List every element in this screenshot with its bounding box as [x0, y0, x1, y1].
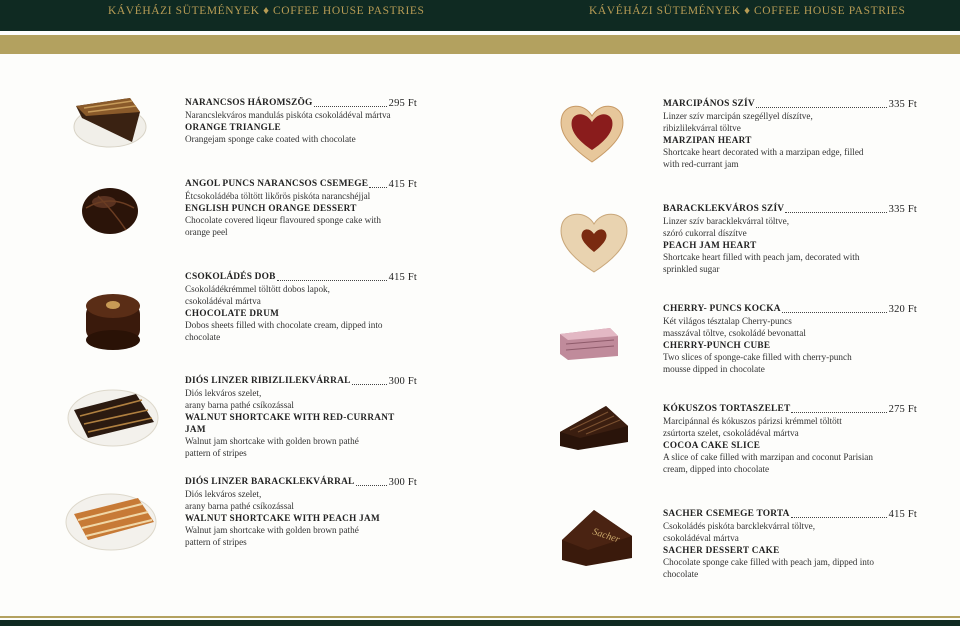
item-desc-hu: Diós lekváros szelet,: [185, 388, 262, 398]
item-name-en: ORANGE TRIANGLE: [185, 122, 281, 132]
item-price: 415 Ft: [388, 272, 417, 283]
item-desc-hu: zsúrtorta szelet, csokoládéval mártva: [663, 428, 799, 438]
item-desc-hu: arany barna pathé csíkozással: [185, 501, 294, 511]
menu-item: [663, 509, 917, 580]
english-punch-image: [78, 184, 142, 236]
item-desc-en: Walnut jam shortcake with golden brown pathé: [185, 436, 359, 446]
item-desc-en: sprinkled sugar: [663, 264, 720, 274]
item-desc-en: cream, dipped into chocolate: [663, 464, 770, 474]
item-desc-hu: csokoládéval mártva: [663, 533, 739, 543]
item-name: BARACKLEKVÁROS SZÍV: [663, 204, 785, 214]
peach-jam-heart-image: [556, 208, 632, 276]
item-desc-en: Chocolate sponge cake filled with peach jam, dipped into: [663, 557, 874, 567]
item-name: DIÓS LINZER RIBIZLILEKVÁRRAL: [185, 376, 351, 386]
header-title-right: KÁVÉHÁZI SÜTEMÉNYEK ♦ COFFEE HOUSE PASTRIES: [589, 5, 906, 17]
item-name: NARANCSOS HÁROMSZÖG: [185, 98, 313, 108]
item-desc-en: chocolate: [663, 569, 699, 579]
item-name-en: COCOA CAKE SLICE: [663, 440, 761, 450]
item-desc-hu: Linzer szív marcipán szegéllyel díszítve,: [663, 111, 813, 121]
walnut-peach-image: [64, 490, 158, 552]
item-desc-hu: Csokoládékrémmel töltött dobos lapok,: [185, 284, 330, 294]
item-desc-en: Dobos sheets filled with chocolate cream, dipped into: [185, 320, 383, 330]
item-desc-hu: Marcipánnal és kókuszos párizsi krémmel töltött: [663, 416, 842, 426]
chocolate-drum-image: [82, 290, 144, 352]
item-price: 320 Ft: [888, 304, 917, 315]
item-desc-hu: csokoládéval mártva: [185, 296, 261, 306]
item-name-en: CHOCOLATE DRUM: [185, 308, 280, 318]
menu-item: [185, 272, 417, 343]
menu-item: [663, 99, 917, 170]
item-desc-hu: Diós lekváros szelet,: [185, 489, 262, 499]
header-title-left: KÁVÉHÁZI SÜTEMÉNYEK ♦ COFFEE HOUSE PASTRIES: [108, 5, 425, 17]
item-desc-hu: masszával töltve, csokoládé bevonattal: [663, 328, 806, 338]
item-name: CHERRY- PUNCS KOCKA: [663, 304, 781, 314]
item-desc-en: Walnut jam shortcake with golden brown pathé: [185, 525, 359, 535]
item-name: DIÓS LINZER BARACKLEKVÁRRAL: [185, 477, 355, 487]
item-name-en: PEACH JAM HEART: [663, 240, 757, 250]
item-desc-en: Two slices of sponge-cake filled with cherry-punch: [663, 352, 852, 362]
menu-item: [185, 376, 417, 459]
item-desc-hu: arany barna pathé csíkozással: [185, 400, 294, 410]
menu-item: [663, 404, 917, 475]
item-name: KÓKUSZOS TORTASZELET: [663, 404, 791, 414]
item-name: CSOKOLÁDÉS DOB: [185, 272, 276, 282]
sacher-script-text: Sacher: [591, 526, 621, 546]
item-desc-hu: szóró cukorral díszítve: [663, 228, 747, 238]
item-name: SACHER CSEMEGE TORTA: [663, 509, 790, 519]
item-desc-hu: Két világos tésztalap Cherry-puncs: [663, 316, 792, 326]
menu-item: [185, 179, 417, 238]
item-price: 275 Ft: [888, 404, 917, 415]
item-name-en: ENGLISH PUNCH ORANGE DESSERT: [185, 203, 357, 213]
cocoa-cake-slice-image: [558, 402, 632, 452]
item-desc-hu: Linzer szív baracklekvárral töltve,: [663, 216, 790, 226]
item-desc-en: pattern of stripes: [185, 537, 247, 547]
marzipan-heart-image: [556, 100, 628, 166]
item-name: MARCIPÁNOS SZÍV: [663, 99, 755, 109]
item-price: 415 Ft: [388, 179, 417, 190]
item-price: 335 Ft: [888, 204, 917, 215]
footer-bar: [0, 620, 960, 626]
item-desc-hu: Narancslekváros mandulás piskóta csokoládéval mártva: [185, 110, 391, 120]
item-desc-en: Chocolate covered liqeur flavoured sponge cake with: [185, 215, 381, 225]
item-desc-en: orange peel: [185, 227, 228, 237]
item-price: 335 Ft: [888, 99, 917, 110]
item-desc-hu: Csokoládés piskóta barcklekvárral töltve,: [663, 521, 816, 531]
cherry-punch-cube-image: [556, 326, 622, 362]
item-desc-en: mousse dipped in chocolate: [663, 364, 765, 374]
item-desc-hu: ribizlilekvárral töltve: [663, 123, 741, 133]
item-price: 300 Ft: [388, 477, 417, 488]
sacher-cake-image: [558, 504, 638, 570]
item-name-en: WALNUT SHORTCAKE WITH RED-CURRANT JAM: [185, 412, 395, 434]
gold-band: [0, 35, 960, 54]
item-desc-en: Shortcake heart decorated with a marzipan edge, filled: [663, 147, 864, 157]
item-price: 300 Ft: [388, 376, 417, 387]
menu-item: [663, 204, 917, 275]
item-name-en: WALNUT SHORTCAKE WITH PEACH JAM: [185, 513, 380, 523]
walnut-redcurrant-image: [66, 388, 160, 448]
item-desc-en: pattern of stripes: [185, 448, 247, 458]
item-desc-en: Orangejam sponge cake coated with chocolate: [185, 134, 356, 144]
item-price: 295 Ft: [388, 98, 417, 109]
item-desc-en: Shortcake heart filled with peach jam, decorated with: [663, 252, 860, 262]
item-name-en: CHERRY-PUNCH CUBE: [663, 340, 771, 350]
item-name-en: MARZIPAN HEART: [663, 135, 752, 145]
item-name: ANGOL PUNCS NARANCSOS CSEMEGE: [185, 179, 369, 189]
item-desc-en: A slice of cake filled with marzipan and coconut Parisian: [663, 452, 873, 462]
item-desc-en: with red-currant jam: [663, 159, 739, 169]
menu-item: [185, 477, 417, 548]
header-bar: [0, 0, 960, 31]
bottom-gold-line: [0, 616, 960, 618]
menu-item: [185, 98, 417, 145]
item-desc-hu: Étcsokoládéba töltött likőrös piskóta narancshéjjal: [185, 191, 371, 201]
item-desc-en: chocolate: [185, 332, 221, 342]
menu-item: [663, 304, 917, 375]
item-name-en: SACHER DESSERT CAKE: [663, 545, 780, 555]
item-price: 415 Ft: [888, 509, 917, 520]
orange-triangle-image: [70, 92, 150, 152]
